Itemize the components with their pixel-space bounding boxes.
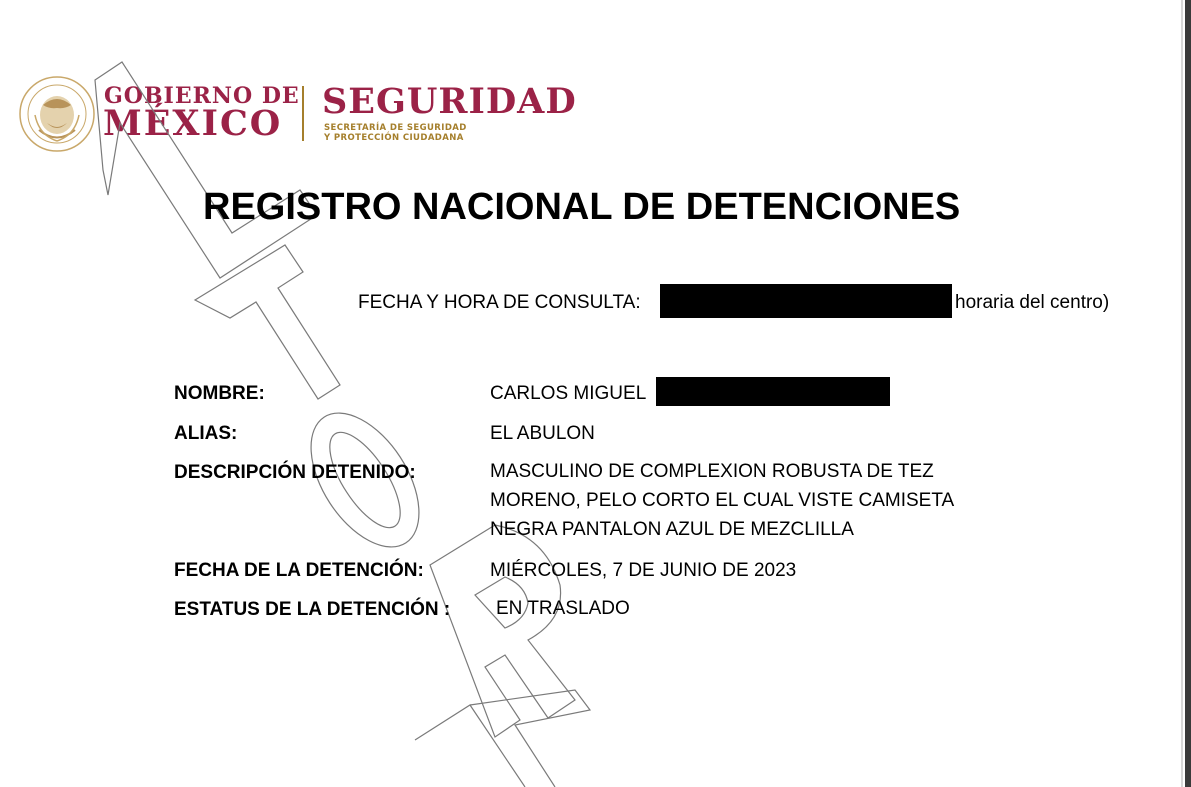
header-divider xyxy=(302,86,304,141)
gobierno-line1: GOBIERNO DE xyxy=(104,83,300,109)
descripcion-label: DESCRIPCIÓN DETENIDO: xyxy=(174,462,416,483)
descripcion-line: NEGRA PANTALON AZUL DE MEZCLILLA xyxy=(490,519,854,540)
seguridad-subtitle-line1: SECRETARÍA DE SEGURIDAD xyxy=(324,123,467,133)
seguridad-title: SEGURIDAD xyxy=(322,81,577,122)
seguridad-subtitle xyxy=(324,123,467,143)
descripcion-value xyxy=(490,457,954,544)
nombre-label: NOMBRE: xyxy=(174,383,265,404)
document-title: REGISTRO NACIONAL DE DETENCIONES xyxy=(203,186,961,228)
consulta-label: FECHA Y HORA DE CONSULTA: xyxy=(358,292,641,313)
seguridad-subtitle-line2: Y PROTECCIÓN CIUDADANA xyxy=(324,133,464,143)
nombre-value: CARLOS MIGUEL xyxy=(490,383,647,404)
descripcion-line: MASCULINO DE COMPLEXION ROBUSTA DE TEZ xyxy=(490,461,934,482)
descripcion-line: MORENO, PELO CORTO EL CUAL VISTE CAMISETA xyxy=(490,490,955,511)
fecha-detencion-value: MIÉRCOLES, 7 DE JUNIO DE 2023 xyxy=(490,560,797,581)
viewer-edge xyxy=(1185,0,1191,787)
coat-of-arms-seal xyxy=(17,75,97,153)
alias-value: EL ABULON xyxy=(490,423,595,444)
redaction-bar xyxy=(656,377,890,406)
estatus-label: ESTATUS DE LA DETENCIÓN : xyxy=(174,599,451,620)
gobierno-line2: MÉXICO xyxy=(103,103,283,144)
redaction-bar xyxy=(660,284,952,318)
alias-label: ALIAS: xyxy=(174,423,238,444)
fecha-detencion-label: FECHA DE LA DETENCIÓN: xyxy=(174,560,424,581)
estatus-value: EN TRASLADO xyxy=(496,598,630,619)
consulta-tail: horaria del centro) xyxy=(955,292,1110,313)
